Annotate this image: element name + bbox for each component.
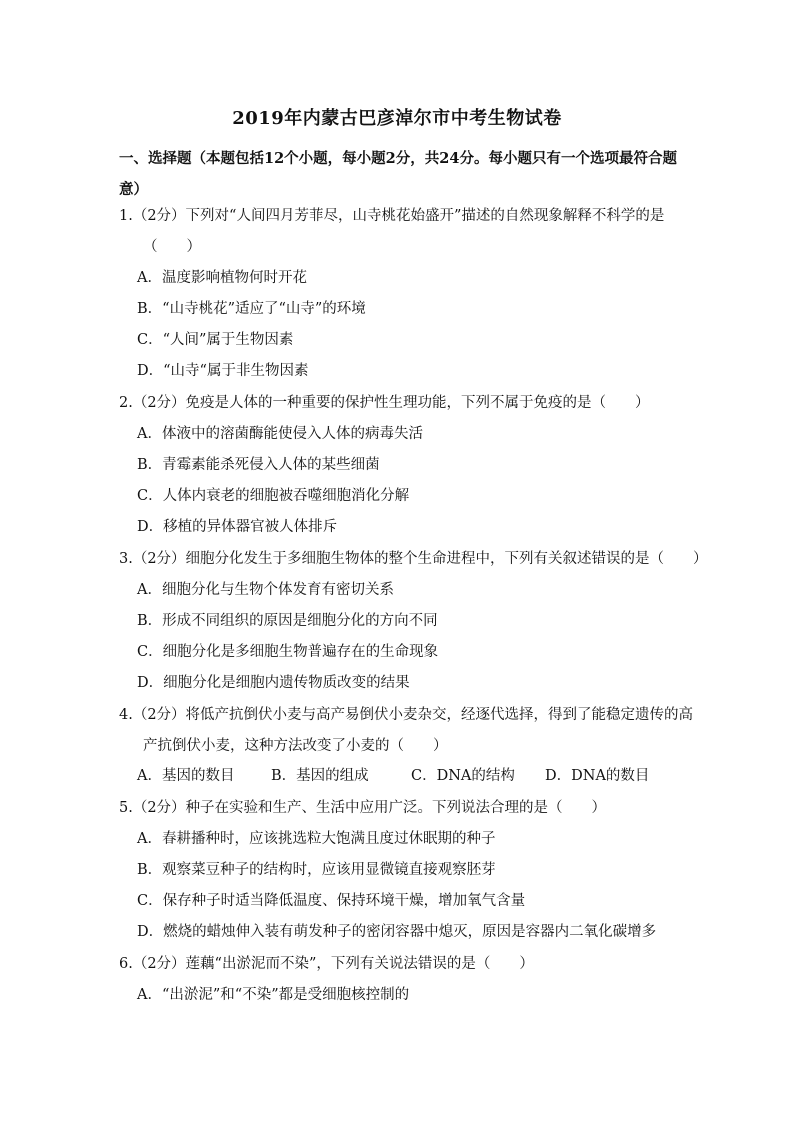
- question-2-option-c: C．人体内衰老的细胞被吞噬细胞消化分解: [137, 488, 410, 504]
- question-5-stem: 5.（2分）种子在实验和生产、生活中应用广泛。下列说法合理的是（ ）: [119, 800, 607, 816]
- question-5-option-a: A．春耕播种时，应该挑选粒大饱满且度过休眠期的种子: [137, 831, 496, 847]
- question-3-stem: 3.（2分）细胞分化发生于多细胞生物体的整个生命进程中，下列有关叙述错误的是（ ）: [119, 551, 708, 567]
- question-5-option-b: B．观察菜豆种子的结构时，应该用显微镜直接观察胚芽: [137, 862, 496, 878]
- question-2-option-b: B．青霉素能杀死侵入人体的某些细菌: [137, 457, 380, 473]
- question-4-option-d: D．DNA的数目: [545, 768, 650, 784]
- question-4-stem-cont: 产抗倒伏小麦，这种方法改变了小麦的（ ）: [143, 738, 448, 754]
- question-4-option-b: B．基因的组成: [271, 768, 369, 784]
- question-2-option-d: D．移植的异体器官被人体排斥: [137, 519, 338, 535]
- question-2-stem: 2.（2分）免疫是人体的一种重要的保护性生理功能，下列不属于免疫的是（ ）: [119, 395, 650, 411]
- question-3-option-d: D．细胞分化是细胞内遗传物质改变的结果: [137, 675, 410, 691]
- question-1-option-c: C．“人间”属于生物因素: [137, 332, 294, 348]
- question-2-option-a: A．体液中的溶菌酶能使侵入人体的病毒失活: [137, 426, 423, 442]
- page-title: 2019年内蒙古巴彦淖尔市中考生物试卷: [232, 108, 562, 129]
- question-4-options: [137, 766, 657, 786]
- question-3-option-a: A．细胞分化与生物个体发育有密切关系: [137, 582, 394, 598]
- question-3-option-b: B．形成不同组织的原因是细胞分化的方向不同: [137, 613, 438, 629]
- question-4-option-a: A．基因的数目: [137, 768, 235, 784]
- question-1-option-a: A．温度影响植物何时开花: [137, 270, 307, 286]
- question-3-option-c: C．细胞分化是多细胞生物普遍存在的生命现象: [137, 644, 439, 660]
- question-1-option-b: B．“山寺桃花”适应了“山寺”的环境: [137, 301, 366, 317]
- question-1-stem: 1.（2分）下列对“人间四月芳菲尽，山寺桃花始盛开”描述的自然现象解释不科学的是: [119, 208, 665, 224]
- question-1-option-d: D．“山寺“属于非生物因素: [137, 363, 309, 379]
- question-4-stem: 4.（2分）将低产抗倒伏小麦与高产易倒伏小麦杂交，经逐代选择，得到了能稳定遗传的高: [119, 707, 694, 723]
- question-1-stem-cont: （ ）: [143, 239, 201, 255]
- question-5-option-d: D．燃烧的蜡烛伸入装有萌发种子的密闭容器中熄灭，原因是容器内二氧化碳增多: [137, 924, 657, 940]
- question-6-stem: 6.（2分）莲藕“出淤泥而不染”，下列有关说法错误的是（ ）: [119, 956, 534, 972]
- question-6-option-a: A．“出淤泥”和“不染”都是受细胞核控制的: [137, 987, 410, 1003]
- section-heading: 一、选择题（本题包括12个小题，每小题2分，共24分。每小题只有一个选项最符合题意）: [119, 150, 677, 198]
- question-5-option-c: C．保存种子时适当降低温度、保持环境干燥，增加氧气含量: [137, 893, 526, 909]
- question-4-option-c: C．DNA的结构: [411, 768, 515, 784]
